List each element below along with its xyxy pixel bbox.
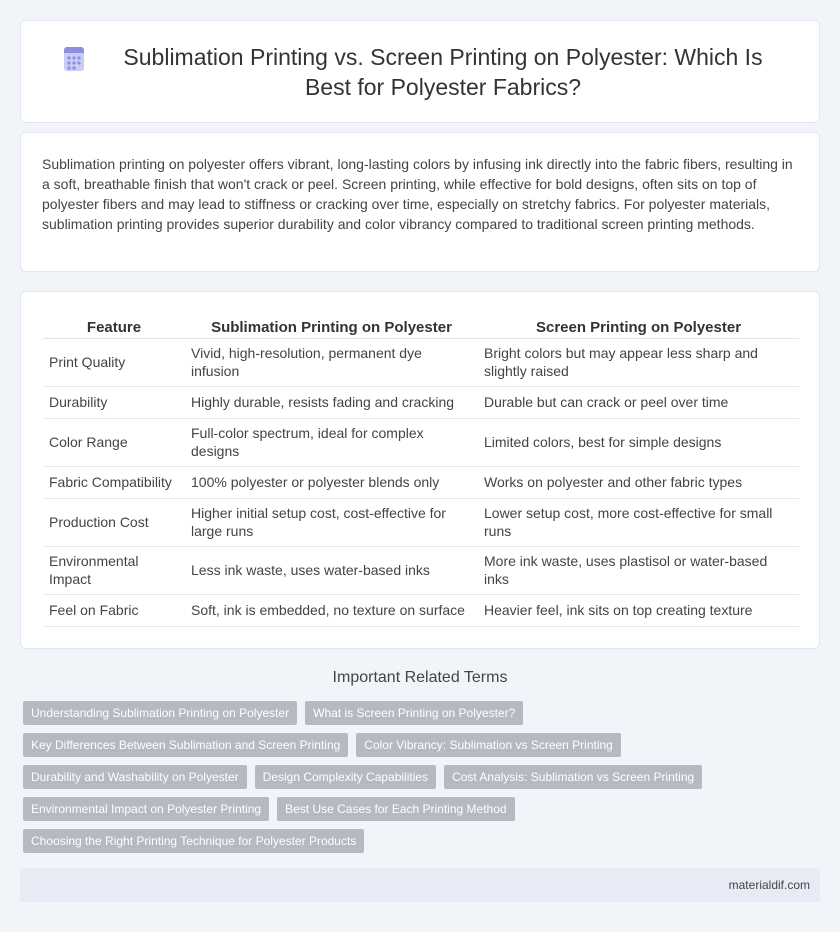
table-cell: Fabric Compatibility (43, 466, 185, 498)
tag-row (23, 829, 813, 853)
comparison-table (43, 312, 799, 627)
table-cell: Color Range (43, 418, 185, 466)
related-term-tag[interactable]: Cost Analysis: Sublimation vs Screen Printing (444, 765, 702, 789)
tag-row (23, 733, 813, 757)
related-terms-heading: Important Related Terms (332, 669, 508, 686)
comparison-table-card (20, 291, 820, 649)
table-header: Feature (43, 312, 185, 338)
table-row (43, 466, 799, 498)
table-cell: Limited colors, best for simple designs (478, 418, 799, 466)
tag-row (23, 797, 813, 821)
summary-text: Sublimation printing on polyester offers vibrant, long-lasting colors by infusing ink directly into the fabric fibers, resulting in a soft, breathable finish that won't crack or peel. Screen printing, while effective for bold designs, often sits on top of polyester fibers and may lead to stiffness or cracking over time, especially on stretchy fabrics. For polyester materials, sublimation printing provides superior durability and color vibrancy compared to traditional screen printing methods. (42, 156, 793, 232)
related-term-tag[interactable]: Environmental Impact on Polyester Printing (23, 797, 269, 821)
table-cell: Bright colors but may appear less sharp and slightly raised (478, 338, 799, 386)
table-cell: Durable but can crack or peel over time (478, 386, 799, 418)
table-cell: Environmental Impact (43, 546, 185, 594)
table-cell: Production Cost (43, 498, 185, 546)
table-cell: Print Quality (43, 338, 185, 386)
related-terms-list (23, 701, 813, 861)
summary-card (20, 132, 820, 272)
document-icon (61, 46, 87, 72)
table-cell: Less ink waste, uses water-based inks (185, 546, 478, 594)
table-cell: Soft, ink is embedded, no texture on surface (185, 594, 478, 626)
page-title: Sublimation Printing vs. Screen Printing on Polyester: Which Is Best for Polyester Fabrics? (123, 43, 763, 100)
table-cell: More ink waste, uses plastisol or water-based inks (478, 546, 799, 594)
table-row (43, 498, 799, 546)
related-term-tag[interactable]: Color Vibrancy: Sublimation vs Screen Printing (356, 733, 621, 757)
table-cell: Works on polyester and other fabric types (478, 466, 799, 498)
table-header: Screen Printing on Polyester (478, 312, 799, 338)
related-term-tag[interactable]: Best Use Cases for Each Printing Method (277, 797, 514, 821)
table-row (43, 594, 799, 626)
table-cell: Heavier feel, ink sits on top creating texture (478, 594, 799, 626)
table-row (43, 386, 799, 418)
related-term-tag[interactable]: Understanding Sublimation Printing on Polyester (23, 701, 297, 725)
table-row (43, 418, 799, 466)
title-wrap (21, 42, 819, 102)
related-term-tag[interactable]: What is Screen Printing on Polyester? (305, 701, 523, 725)
footer-site-link[interactable]: materialdif.com (728, 878, 810, 892)
related-term-tag[interactable]: Durability and Washability on Polyester (23, 765, 247, 789)
table-header: Sublimation Printing on Polyester (185, 312, 478, 338)
related-term-tag[interactable]: Choosing the Right Printing Technique for Polyester Products (23, 829, 364, 853)
table-cell: Highly durable, resists fading and cracking (185, 386, 478, 418)
related-term-tag[interactable]: Design Complexity Capabilities (255, 765, 436, 789)
table-cell: Durability (43, 386, 185, 418)
footer (20, 868, 820, 902)
related-term-tag[interactable]: Key Differences Between Sublimation and Screen Printing (23, 733, 348, 757)
tag-row (23, 701, 813, 725)
table-cell: 100% polyester or polyester blends only (185, 466, 478, 498)
table-row (43, 338, 799, 386)
table-row (43, 546, 799, 594)
table-header-row (43, 312, 799, 338)
table-cell: Full-color spectrum, ideal for complex designs (185, 418, 478, 466)
tag-row (23, 765, 813, 789)
table-cell: Feel on Fabric (43, 594, 185, 626)
table-cell: Lower setup cost, more cost-effective for small runs (478, 498, 799, 546)
title-card (20, 20, 820, 123)
table-cell: Higher initial setup cost, cost-effective for large runs (185, 498, 478, 546)
table-cell: Vivid, high-resolution, permanent dye infusion (185, 338, 478, 386)
